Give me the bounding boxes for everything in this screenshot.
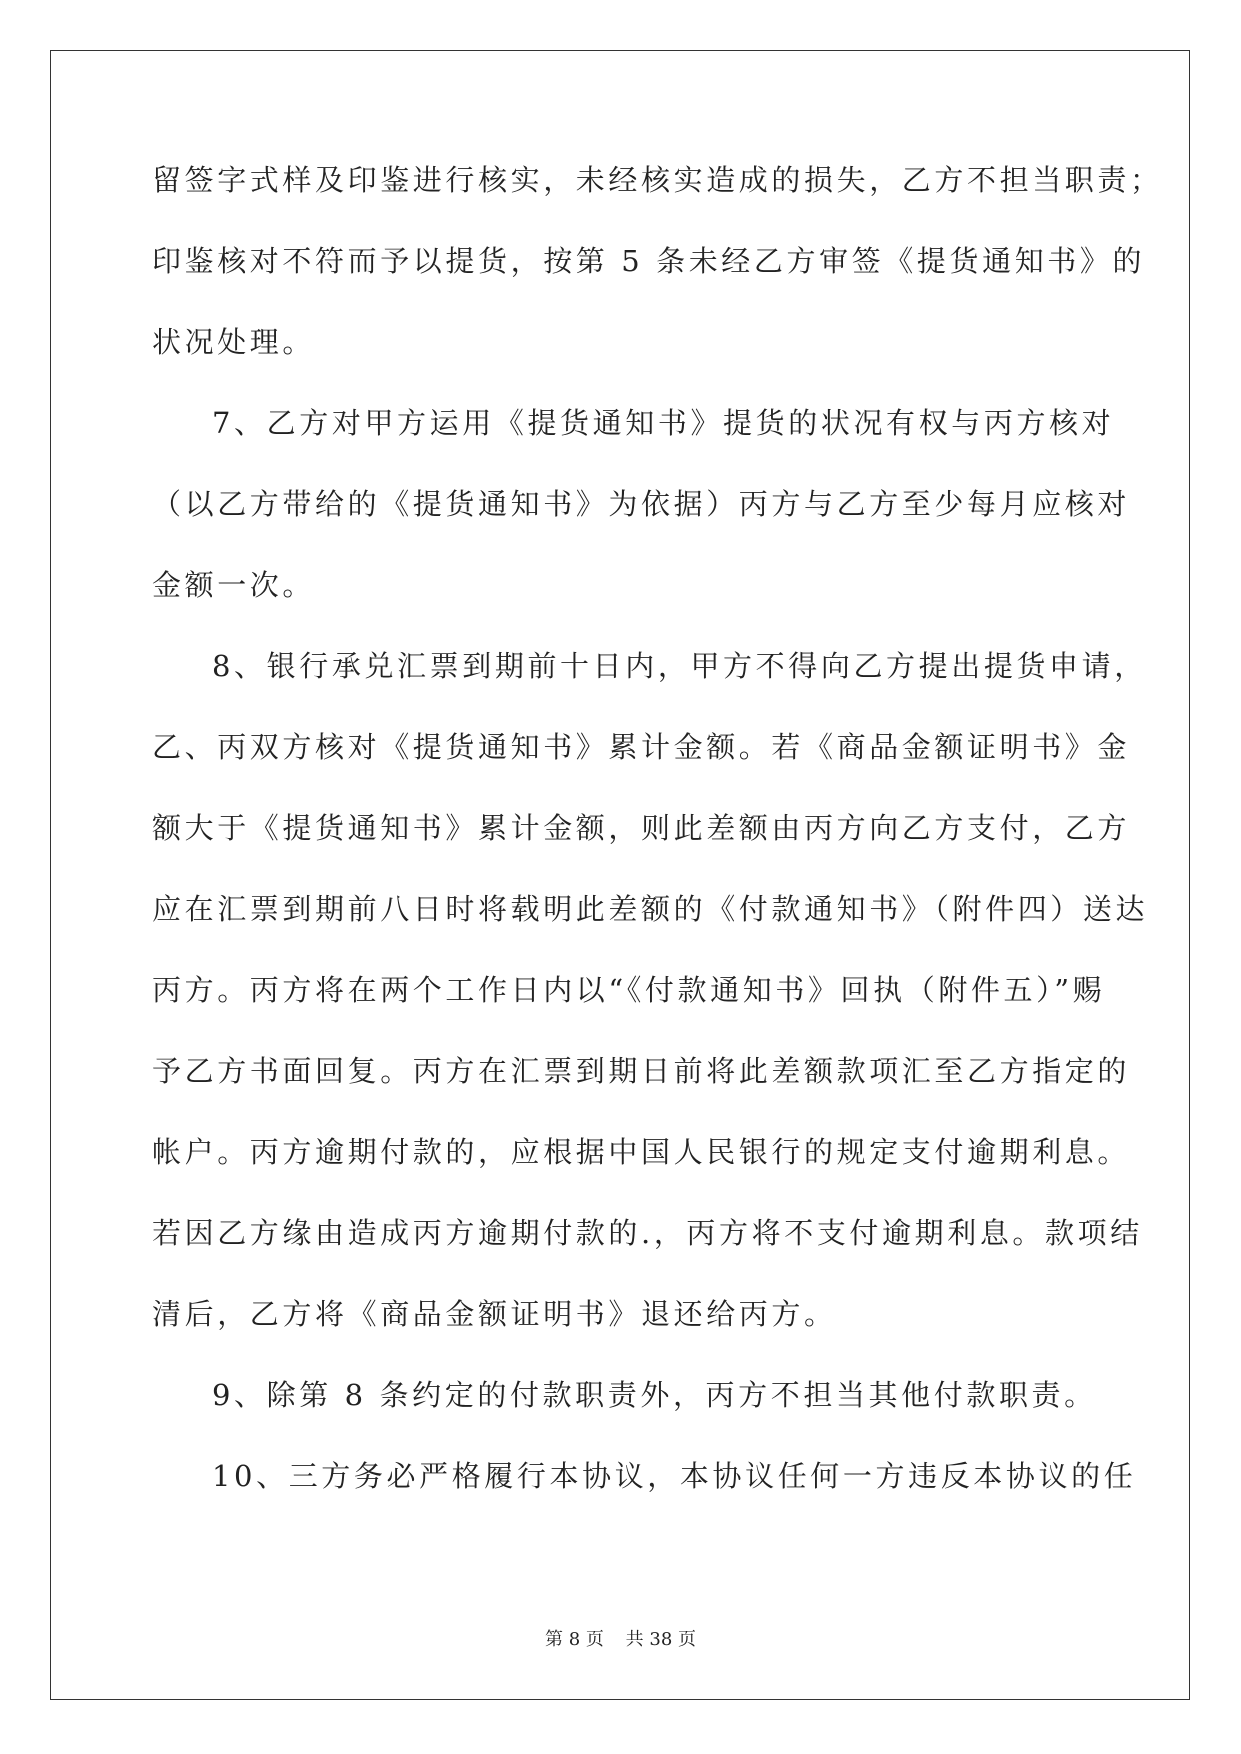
- page-footer: [0, 1625, 1241, 1651]
- text-line: 7、乙方对甲方运用《提货通知书》提货的状况有权与丙方核对: [212, 406, 1115, 440]
- text-line: 乙、丙双方核对《提货通知书》累计金额。若《商品金额证明书》金: [152, 730, 1131, 764]
- text-line: 帐户。丙方逾期付款的，应根据中国人民银行的规定支付逾期利息。: [152, 1135, 1131, 1169]
- text-line: 留签字式样及印鉴进行核实，未经核实造成的损失，乙方不担当职责；: [152, 163, 1163, 197]
- text-line: 丙方。丙方将在两个工作日内以“《付款通知书》回执（附件五）”赐: [152, 973, 1106, 1007]
- page-number: 第 8 页: [545, 1629, 604, 1650]
- text-line: 状况处理。: [152, 325, 316, 359]
- text-line: 清后，乙方将《商品金额证明书》退还给丙方。: [152, 1297, 837, 1331]
- text-line: 10、三方务必严格履行本协议，本协议任何一方违反本协议的任: [212, 1459, 1137, 1493]
- text-line: 9、除第 8 条约定的付款职责外，丙方不担当其他付款职责。: [212, 1378, 1097, 1412]
- text-line: 金额一次。: [152, 568, 316, 602]
- document-body: [152, 160, 1163, 1537]
- page-total: 共 38 页: [625, 1629, 696, 1650]
- text-line: 予乙方书面回复。丙方在汇票到期日前将此差额款项汇至乙方指定的: [152, 1054, 1131, 1088]
- text-line: 8、银行承兑汇票到期前十日内，甲方不得向乙方提出提货申请，: [212, 649, 1147, 683]
- text-line: 若因乙方缘由造成丙方逾期付款的.，丙方将不支付逾期利息。款项结: [152, 1216, 1143, 1250]
- text-line: 印鉴核对不符而予以提货，按第 5 条未经乙方审签《提货通知书》的: [152, 244, 1146, 278]
- text-line: 应在汇票到期前八日时将载明此差额的《付款通知书》（附件四）送达: [152, 892, 1149, 926]
- text-line: 额大于《提货通知书》累计金额，则此差额由丙方向乙方支付，乙方: [152, 811, 1131, 845]
- text-line: （以乙方带给的《提货通知书》为依据）丙方与乙方至少每月应核对: [152, 487, 1131, 521]
